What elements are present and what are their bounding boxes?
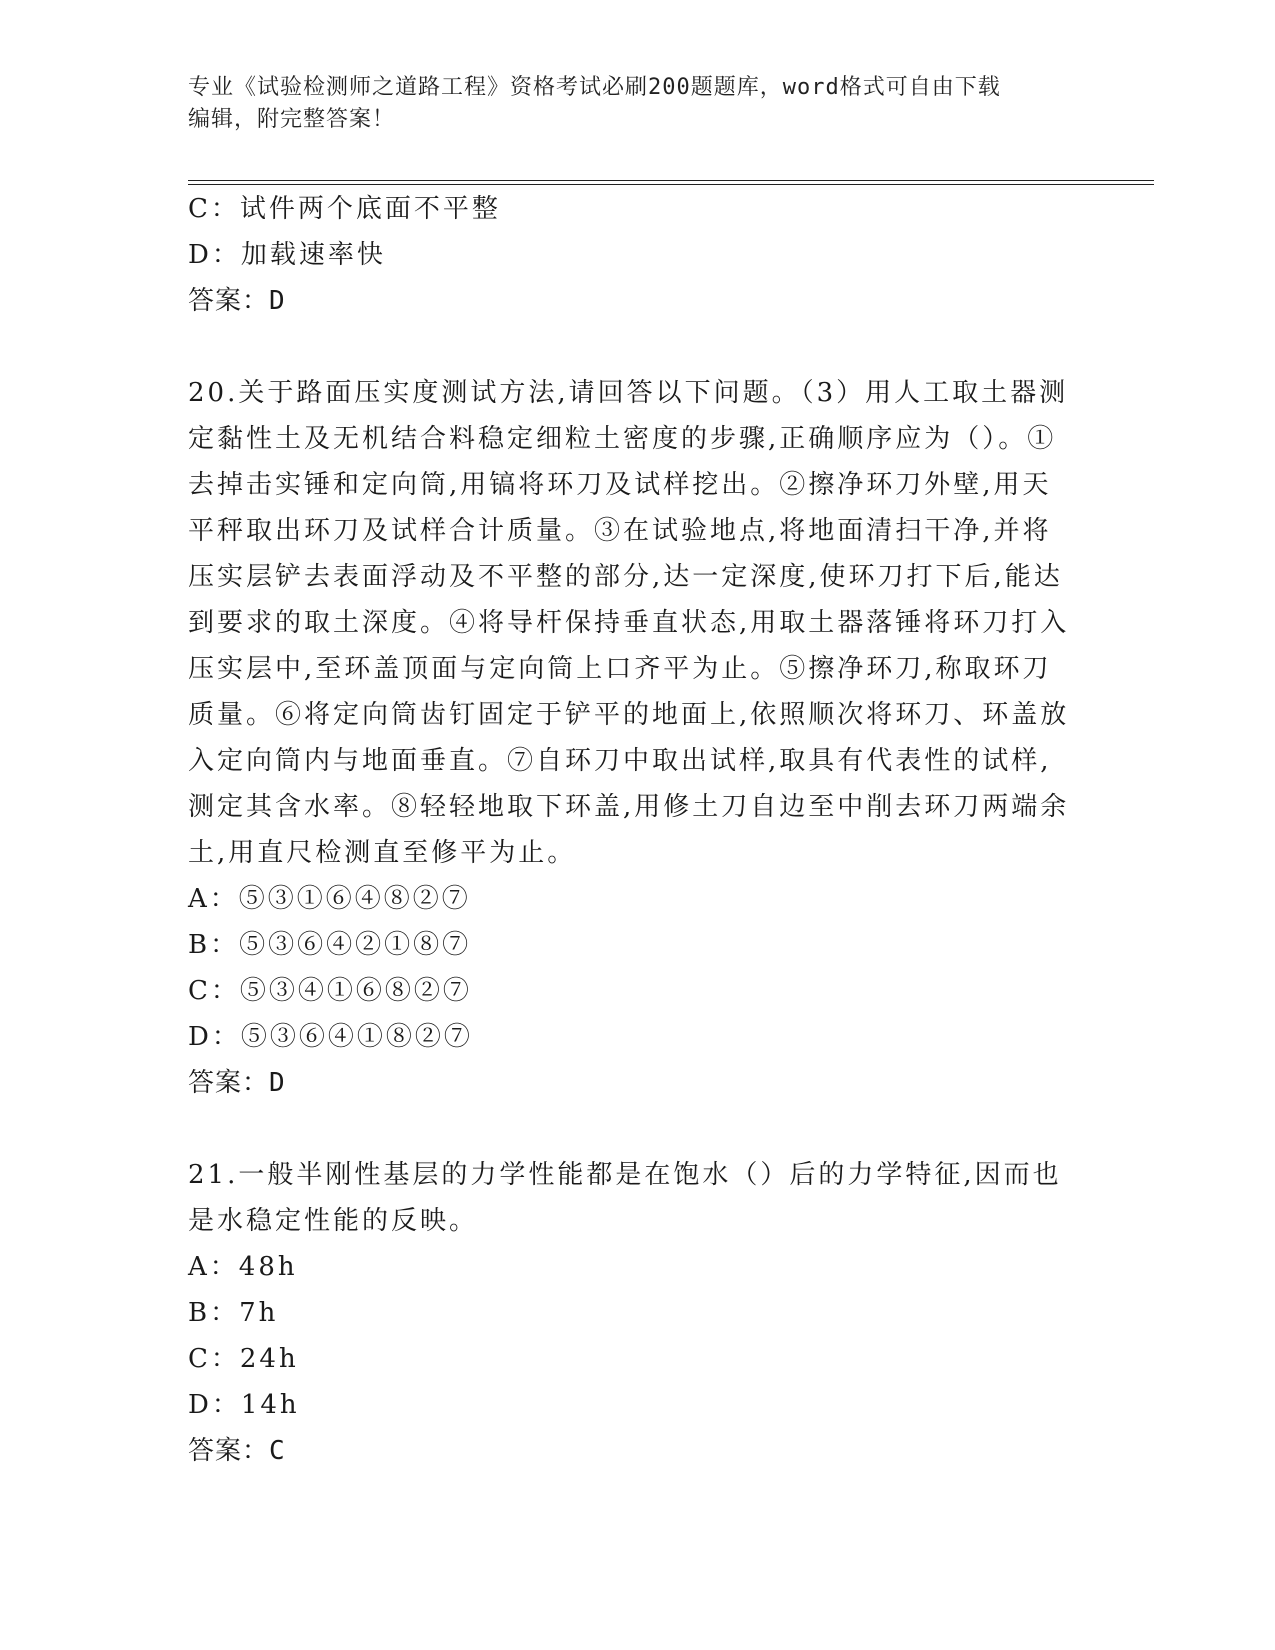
- question-text-line: 压实层中,至环盖顶面与定向筒上口齐平为止。⑤擦净环刀,称取环刀: [188, 654, 1052, 684]
- document-header: [188, 72, 1088, 136]
- question-text-line: 压实层铲去表面浮动及不平整的部分,达一定深度,使环刀打下后,能达: [188, 562, 1063, 592]
- header-divider: [188, 184, 1154, 185]
- question-text-line: 是水稳定性能的反映。: [188, 1206, 479, 1236]
- option-b: B：⑤③⑥④②①⑧⑦: [188, 930, 472, 960]
- option-d: D：14h: [188, 1390, 300, 1420]
- question-content: [188, 186, 1108, 1474]
- question-text-line: 入定向筒内与地面垂直。⑦自环刀中取出试样,取具有代表性的试样,: [188, 746, 1052, 776]
- question-text-line: 测定其含水率。⑧轻轻地取下环盖,用修土刀自边至中削去环刀两端余: [188, 792, 1070, 822]
- header-line-1: 专业《试验检测师之道路工程》资格考试必刷200题题库，word格式可自由下载: [188, 75, 1001, 100]
- option-d: D：加载速率快: [188, 240, 386, 270]
- question-21: [188, 1152, 1108, 1474]
- option-b: B：7h: [188, 1298, 279, 1328]
- option-c: C：试件两个底面不平整: [188, 194, 501, 224]
- option-c: C：24h: [188, 1344, 299, 1374]
- answer-line: 答案：C: [188, 1436, 286, 1466]
- question-text-line: 质量。⑥将定向筒齿钉固定于铲平的地面上,依照顺次将环刀、环盖放: [188, 700, 1070, 730]
- answer-line: 答案：D: [188, 1068, 286, 1098]
- header-line-2: 编辑，附完整答案！: [188, 107, 396, 132]
- question-text-line: 去掉击实锤和定向筒,用镐将环刀及试样挖出。②擦净环刀外壁,用天: [188, 470, 1052, 500]
- question-text-line: 20.关于路面压实度测试方法,请回答以下问题。（3）用人工取土器测: [188, 378, 1069, 408]
- option-a: A：⑤③①⑥④⑧②⑦: [188, 884, 471, 914]
- header-divider: [188, 180, 1154, 181]
- option-d: D：⑤③⑥④①⑧②⑦: [188, 1022, 473, 1052]
- answer-line: 答案：D: [188, 286, 286, 316]
- question-text-line: 平秤取出环刀及试样合计质量。③在试验地点,将地面清扫干净,并将: [188, 516, 1052, 546]
- question-text-line: 21.一般半刚性基层的力学性能都是在饱水（）后的力学特征,因而也: [188, 1160, 1062, 1190]
- question-text-line: 土,用直尺检测直至修平为止。: [188, 838, 577, 868]
- question-text-line: 到要求的取土深度。④将导杆保持垂直状态,用取土器落锤将环刀打入: [188, 608, 1070, 638]
- question-20: [188, 370, 1108, 1106]
- question-text-line: 定黏性土及无机结合料稳定细粒土密度的步骤,正确顺序应为（）。①: [188, 424, 1057, 454]
- option-a: A：48h: [188, 1252, 298, 1282]
- option-c: C：⑤③④①⑥⑧②⑦: [188, 976, 472, 1006]
